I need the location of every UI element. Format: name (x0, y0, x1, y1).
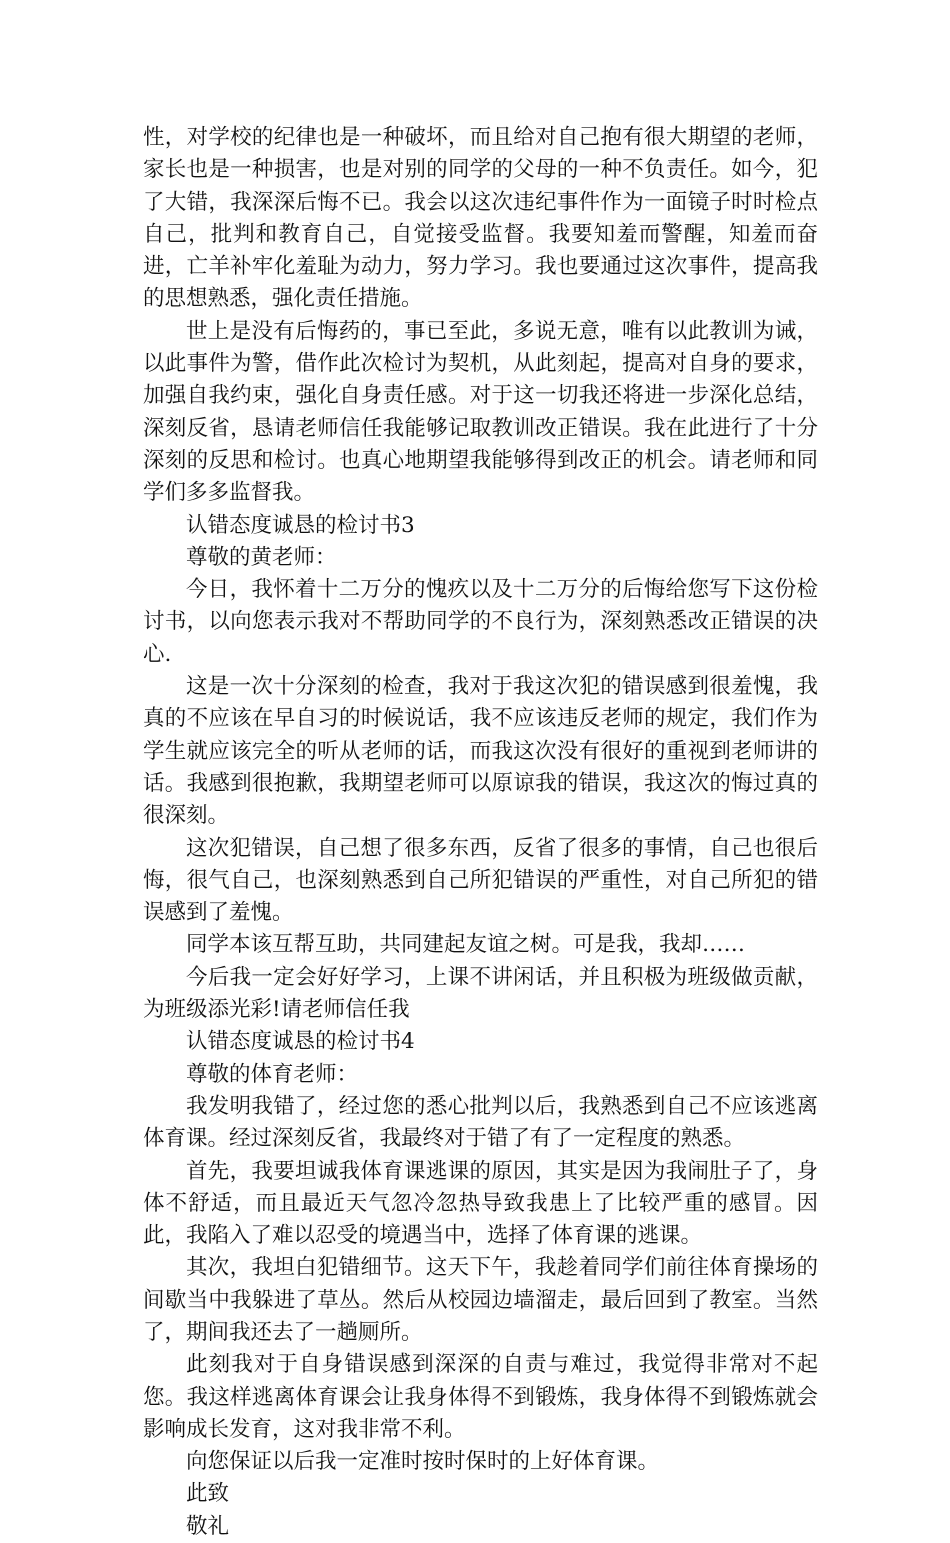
paragraph-opening: 今日，我怀着十二万分的愧疚以及十二万分的后悔给您写下这份检讨书，以向您表示我对不帮助同学的不良行为，深刻熟悉改正错误的决心. (143, 577, 818, 667)
salutation-pe-teacher: 尊敬的体育老师： (186, 1061, 359, 1087)
closing-jingli: 敬礼 (186, 1513, 230, 1539)
paragraph-reflection: 这次犯错误，自己想了很多东西，反省了很多的事情，自己也很后悔，很气自己，也深刻熟悉到自己所犯错误的严重性，对自己所犯的错误感到了羞愧。 (143, 835, 818, 926)
paragraph-remorse: 此刻我对于自身错误感到深深的自责与难过，我觉得非常对不起您。我这样逃离体育课会让我身体得不到锻炼，我身体得不到锻炼就会影响成长发育，这对我非常不利。 (143, 1352, 818, 1442)
paragraph-guarantee: 向您保证以后我一定准时按时保时的上好体育课。 (186, 1449, 660, 1475)
paragraph-deep-check: 这是一次十分深刻的检查，我对于我这次犯的错误感到很羞愧，我真的不应该在早自习的时候说话，我不应该违反老师的规定，我们作为学生就应该完全的听从老师的话，而我这次没有很好的重视到老师讲的话。我感到很抱歉，我期望老师可以原谅我的错误，我这次的悔过真的很深刻。 (143, 674, 818, 829)
closing-cizhi: 此致 (186, 1481, 230, 1507)
salutation-teacher-huang: 尊敬的黄老师： (186, 544, 337, 570)
section-heading-3: 认错态度诚恳的检讨书3 (186, 512, 415, 538)
paragraph-promise: 今后我一定会好好学习，上课不讲闲话，并且积极为班级做贡献，为班级添光彩!请老师信任我 (143, 964, 818, 1023)
paragraph-friendship: 同学本该互帮互助，共同建起友谊之树。可是我，我却…… (186, 932, 746, 958)
paragraph-first-reason: 首先，我要坦诚我体育课逃课的原因，其实是因为我闹肚子了，身体不舒适，而且最近天气忽冷忽热导致我患上了比较严重的感冒。因此，我陷入了难以忍受的境遇当中，选择了体育课的逃课。 (143, 1158, 818, 1249)
paragraph-admission: 我发明我错了，经过您的悉心批判以后，我熟悉到自己不应该逃离体育课。经过深刻反省，我最终对于错了有了一定程度的熟悉。 (143, 1093, 818, 1152)
paragraph-regret: 世上是没有后悔药的，事已至此，多说无意，唯有以此教训为诫，以此事件为警，借作此次检讨为契机，从此刻起，提高对自身的要求，加强自我约束，强化自身责任感。对于这一切我还将进一步深化总结，深刻反省，恳请老师信任我能够记取教训改正错误。我在此进行了十分深刻的反思和检讨。也真心地期望我能够得到改正的机会。请老师和同学们多多监督我。 (143, 318, 818, 506)
document-page (143, 122, 818, 1543)
paragraph-continued: 性，对学校的纪律也是一种破坏，而且给对自己抱有很大期望的老师，家长也是一种损害，也是对别的同学的父母的一种不负责任。如今，犯了大错，我深深后悔不已。我会以这次违纪事件作为一面镜子时时检点自己，批判和教育自己，自觉接受监督。我要知羞而警醒，知羞而奋进，亡羊补牢化羞耻为动力，努力学习。我也要通过这次事件，提高我的思想熟悉，强化责任措施。 (143, 125, 818, 312)
paragraph-details: 其次，我坦白犯错细节。这天下午，我趁着同学们前往体育操场的间歇当中我躲进了草丛。然后从校园边墙溜走，最后回到了教室。当然了，期间我还去了一趟厕所。 (143, 1255, 818, 1345)
section-heading-4: 认错态度诚恳的检讨书4 (186, 1029, 415, 1055)
